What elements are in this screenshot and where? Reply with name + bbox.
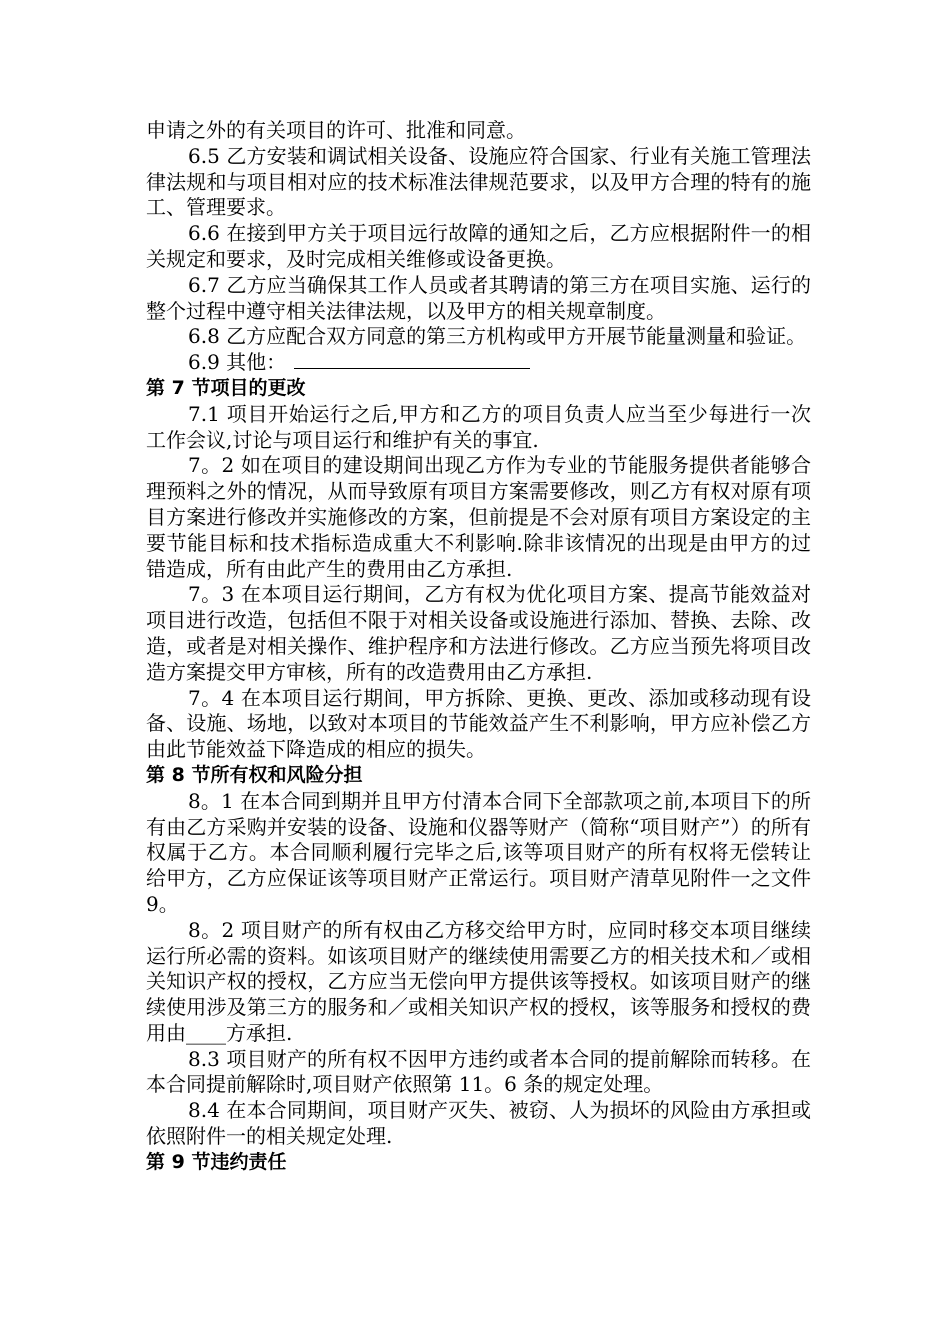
section-heading-7: 第 7 节项目的更改: [146, 376, 306, 399]
section-heading-8: 第 8 节所有权和风险分担: [146, 763, 363, 786]
paragraph-6-8: 6.8 乙方应配合双方同意的第三方机构或甲方开展节能量测量和验证。: [188, 324, 807, 349]
paragraph-6-7: 6.7 乙方应当确保其工作人员或者其聘请的第三方在项目实施、运行的整个过程中遵守相关法律法规，以及甲方的相关规章制度。: [146, 272, 811, 323]
paragraph-7-3: 7。3 在本项目运行期间，乙方有权为优化项目方案、提高节能效益对项目进行改造，包括但不限于对相关设备或设施进行添加、替换、去除、改造，或者是对相关操作、维护程序和方法进行修改。乙方应当预先将项目改造方案提交甲方审核，所有的改造费用由乙方承担.: [146, 582, 811, 684]
paragraph-8-3: 8.3 项目财产的所有权不因甲方违约或者本合同的提前解除而转移。在本合同提前解除时,项目财产依照第 11。6 条的规定处理。: [146, 1046, 811, 1097]
paragraph-7-1: 7.1 项目开始运行之后,甲方和乙方的项目负责人应当至少每进行一次工作会议,讨论与项目运行和维护有关的事宜.: [146, 401, 811, 452]
paragraph-6-6: 6.6 在接到甲方关于项目远行故障的通知之后，乙方应根据附件一的相关规定和要求，及时完成相关维修或设备更换。: [146, 221, 811, 271]
paragraph-6-9: [146, 350, 811, 376]
paragraph-8-2: 8。2 项目财产的所有权由乙方移交给甲方时，应同时移交本项目继续运行所必需的资料。如该项目财产的继续使用需要乙方的相关技术和／或相关知识产权的授权，乙方应当无偿向甲方提供该等授权。如该项目财产的继续使用涉及第三方的服务和／或相关知识产权的授权，该等服务和授权的费用由____方承担.: [146, 917, 811, 1045]
paragraph-8-4: 8.4 在本合同期间，项目财产灭失、被窃、人为损坏的风险由方承担或依照附件一的相关规定处理.: [146, 1098, 811, 1149]
paragraph-6-9-label: 6.9 其他：: [188, 350, 287, 375]
paragraph-7-4: 7。4 在本项目运行期间，甲方拆除、更换、更改、添加或移动现有设备、设施、场地，以致对本项目的节能效益产生不利影响，甲方应补偿乙方由此节能效益下降造成的相应的损失。: [146, 685, 811, 762]
paragraph-8-1: 8。1 在本合同到期并且甲方付清本合同下全部款项之前,本项目下的所有由乙方采购并安装的设备、设施和仪器等财产（简称“项目财产”）的所有权属于乙方。本合同顺利履行完毕之后,该等项目财产的所有权将无偿转让给甲方，乙方应保证该等项目财产正常运行。项目财产清草见附件一之文件 9。: [146, 788, 811, 916]
fill-in-blank-line: [294, 350, 530, 369]
paragraph-7-2: 7。2 如在项目的建设期间出现乙方作为专业的节能服务提供者能够合理预料之外的情况，从而导致原有项目方案需要修改，则乙方有权对原有项目方案进行修改并实施修改的方案，但前提是不会对原有项目方案设定的主要节能目标和技术指标造成重大不利影响.除非该情况的出现是由甲方的过错造成，所有由此产生的费用由乙方承担.: [146, 453, 811, 581]
document-page: [146, 118, 811, 1176]
paragraph-6-5: 6.5 乙方安装和调试相关设备、设施应符合国家、行业有关施工管理法律法规和与项目相对应的技术标准法律规范要求，以及甲方合理的特有的施工、管理要求。: [146, 143, 811, 220]
paragraph-6-4-cont: 申请之外的有关项目的许可、批准和同意。: [146, 118, 526, 142]
section-heading-9: 第 9 节违约责任: [146, 1150, 287, 1173]
